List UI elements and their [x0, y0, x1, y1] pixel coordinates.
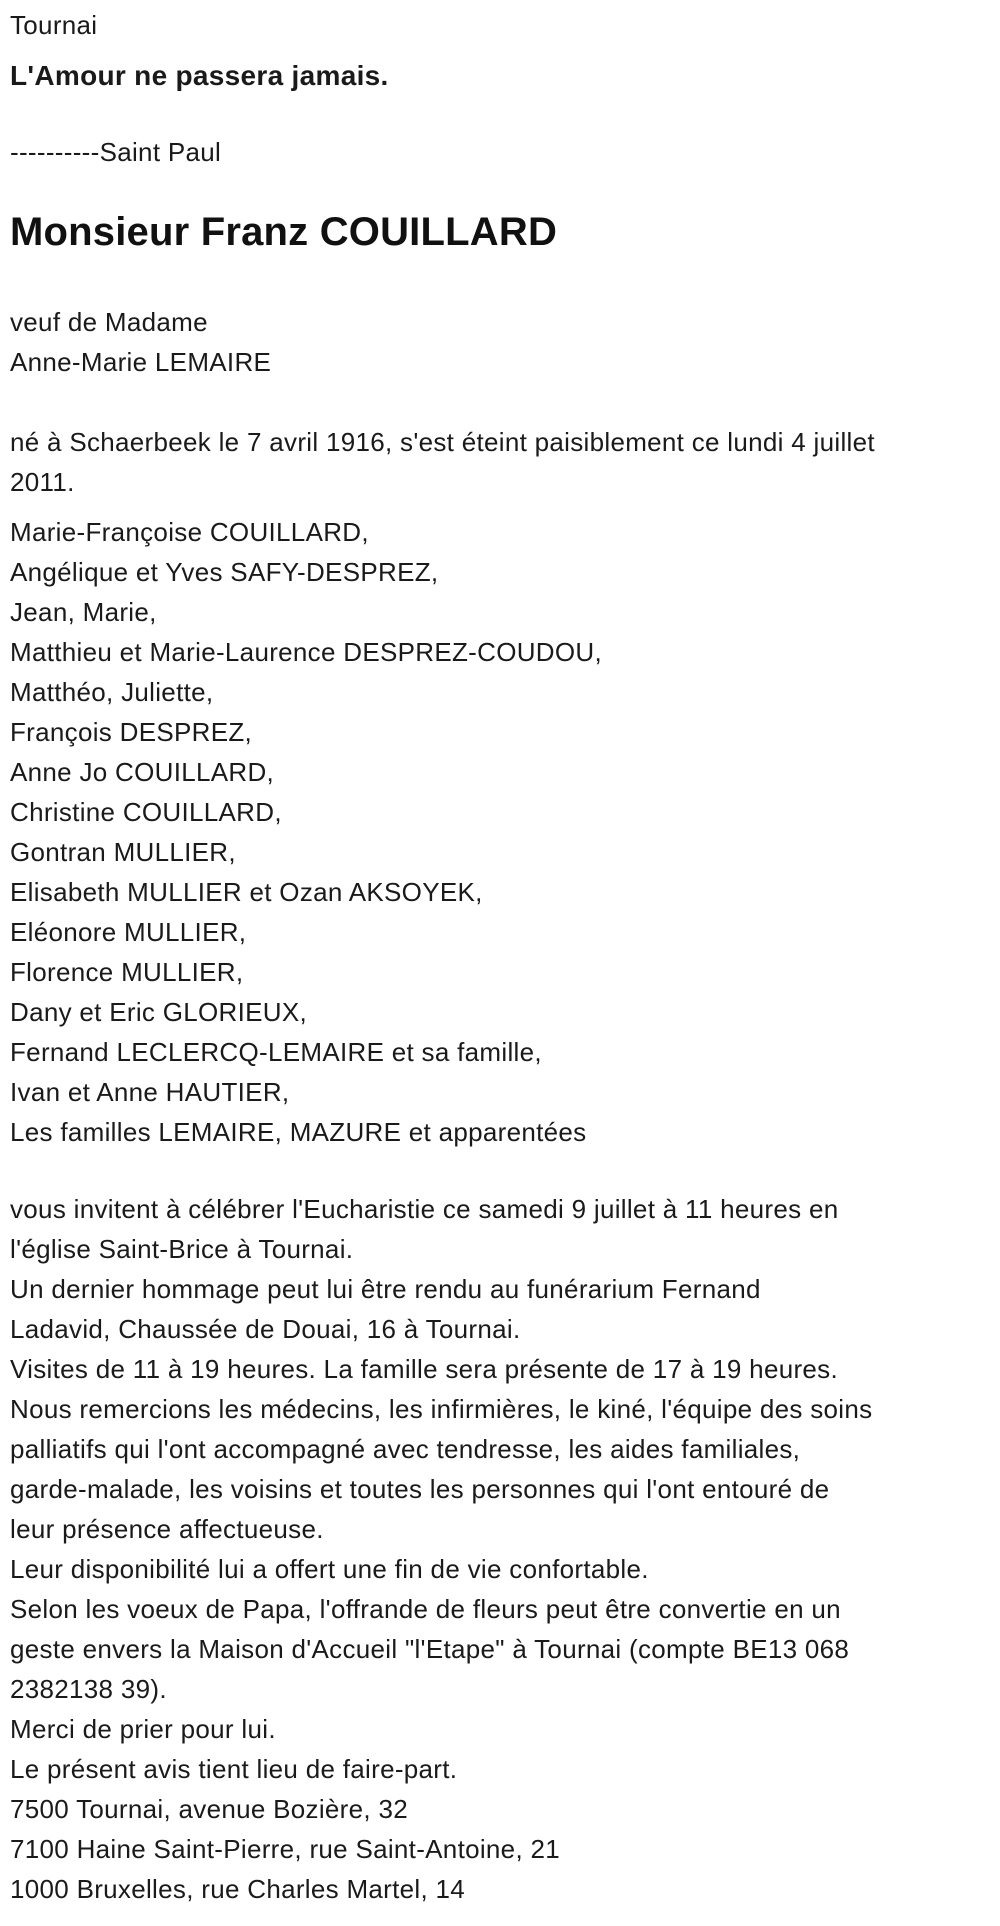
text-line: Christine COUILLARD, — [10, 797, 282, 827]
text-line: Ladavid, Chaussée de Douai, 16 à Tournai. — [10, 1314, 521, 1344]
text-line: palliatifs qui l'ont accompagné avec tendresse, les aides familiales, — [10, 1434, 801, 1464]
text-line: 2011. — [10, 467, 75, 497]
text-line: 7100 Haine Saint-Pierre, rue Saint-Antoine, 21 — [10, 1834, 561, 1864]
text-line: Jean, Marie, — [10, 597, 157, 627]
text-line: Matthieu et Marie-Laurence DESPREZ-COUDOU, — [10, 637, 603, 667]
location-line: Tournai — [10, 10, 98, 40]
text-line: Matthéo, Juliette, — [10, 677, 214, 707]
announcement-block — [10, 1189, 990, 1909]
text-line: Leur disponibilité lui a offert une fin de vie confortable. — [10, 1554, 649, 1584]
text-line: Florence MULLIER, — [10, 957, 244, 987]
text-line: Anne Jo COUILLARD, — [10, 757, 275, 787]
text-line: Angélique et Yves SAFY-DESPREZ, — [10, 557, 439, 587]
text-line: l'église Saint-Brice à Tournai. — [10, 1234, 354, 1264]
text-line: Les familles LEMAIRE, MAZURE et apparentées — [10, 1117, 587, 1147]
text-line: Gontran MULLIER, — [10, 837, 236, 867]
text-line: Fernand LECLERCQ-LEMAIRE et sa famille, — [10, 1037, 542, 1067]
relatives-list — [10, 512, 990, 1152]
text-line: Selon les voeux de Papa, l'offrande de fleurs peut être convertie en un — [10, 1594, 841, 1624]
text-line: Nous remercions les médecins, les infirmières, le kiné, l'équipe des soins — [10, 1394, 873, 1424]
text-line: Marie-Françoise COUILLARD, — [10, 517, 369, 547]
widow-of-block — [10, 302, 990, 382]
text-line: né à Schaerbeek le 7 avril 1916, s'est éteint paisiblement ce lundi 4 juillet — [10, 427, 875, 457]
text-line: Un dernier hommage peut lui être rendu au funérarium Fernand — [10, 1274, 761, 1304]
text-line: 1000 Bruxelles, rue Charles Martel, 14 — [10, 1874, 466, 1904]
text-line: geste envers la Maison d'Accueil "l'Etape" à Tournai (compte BE13 068 — [10, 1634, 850, 1664]
deceased-name-heading: Monsieur Franz COUILLARD — [10, 210, 558, 254]
memorial-quote: L'Amour ne passera jamais. — [10, 60, 389, 91]
text-line: François DESPREZ, — [10, 717, 253, 747]
text-line: leur présence affectueuse. — [10, 1514, 324, 1544]
quote-attribution: ----------Saint Paul — [10, 137, 222, 167]
text-line: Elisabeth MULLIER et Ozan AKSOYEK, — [10, 877, 483, 907]
text-line: Eléonore MULLIER, — [10, 917, 247, 947]
text-line: veuf de Madame — [10, 307, 208, 337]
text-line: Visites de 11 à 19 heures. La famille sera présente de 17 à 19 heures. — [10, 1354, 839, 1384]
birth-death-block — [10, 422, 990, 502]
text-line: 7500 Tournai, avenue Bozière, 32 — [10, 1794, 408, 1824]
text-line: Anne-Marie LEMAIRE — [10, 347, 272, 377]
text-line: Merci de prier pour lui. — [10, 1714, 276, 1744]
text-line: Le présent avis tient lieu de faire-part. — [10, 1754, 458, 1784]
text-line: Ivan et Anne HAUTIER, — [10, 1077, 290, 1107]
text-line: garde-malade, les voisins et toutes les personnes qui l'ont entouré de — [10, 1474, 830, 1504]
text-line: 2382138 39). — [10, 1674, 167, 1704]
text-line: vous invitent à célébrer l'Eucharistie ce samedi 9 juillet à 11 heures en — [10, 1194, 839, 1224]
text-line: Dany et Eric GLORIEUX, — [10, 997, 308, 1027]
